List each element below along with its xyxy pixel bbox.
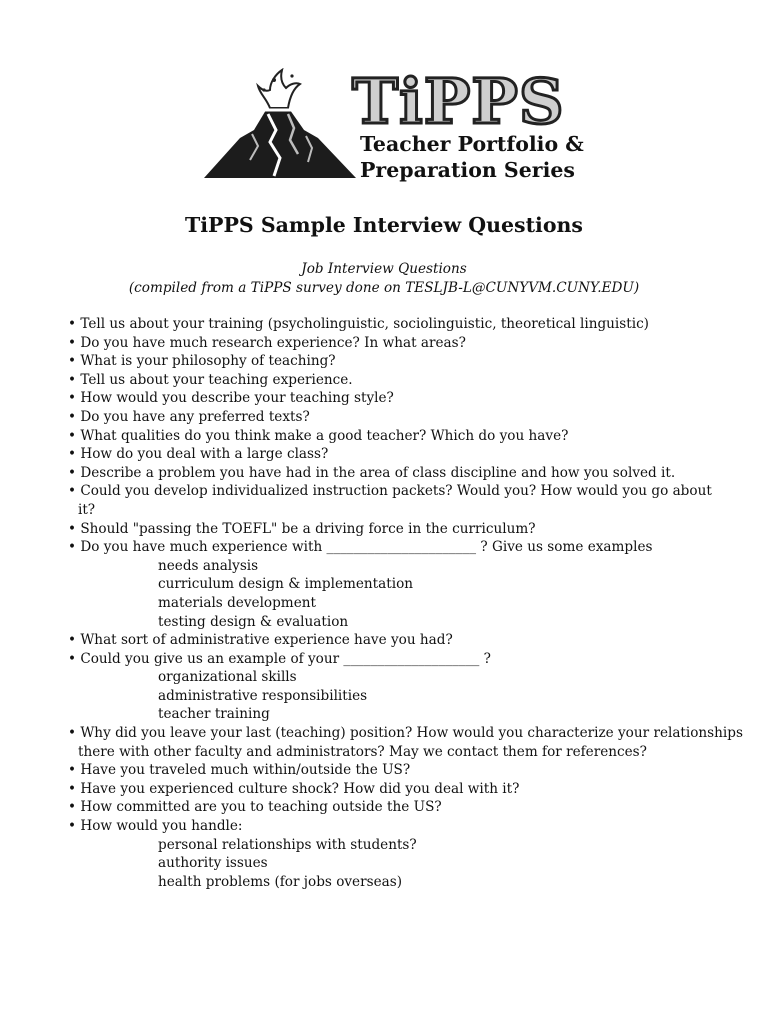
question-continuation: it?	[78, 501, 96, 518]
question-item: • Have you experienced culture shock? How did you deal with it?	[68, 780, 520, 797]
question-item: • How would you handle:	[68, 818, 243, 835]
question-item: • How would you describe your teaching style?	[68, 390, 394, 407]
subtitle-line2: (compiled from a TiPPS survey done on TESLJB-L@CUNYVM.CUNY.EDU)	[128, 279, 640, 296]
question-continuation: there with other faculty and administrators? May we contact them for references?	[78, 743, 647, 760]
question-item: • Tell us about your training (psycholinguistic, sociolinguistic, theoretical linguistic)	[68, 316, 649, 332]
logo-subtitle-line2: Preparation Series	[360, 158, 575, 182]
logo-wordmark: TiPPS	[352, 65, 565, 138]
sub-item: authority issues	[158, 855, 268, 872]
page-title: TiPPS Sample Interview Questions	[185, 213, 583, 237]
sub-item: organizational skills	[158, 669, 297, 686]
question-item: • How do you deal with a large class?	[68, 446, 329, 463]
question-item: • Should "passing the TOEFL" be a driving force in the curriculum?	[68, 520, 536, 537]
sub-item: curriculum design & implementation	[158, 576, 414, 593]
question-item: • Why did you leave your last (teaching) position? How would you characterize your relationships	[68, 725, 743, 742]
sub-item: materials development	[158, 594, 316, 611]
logo-subtitle-line1: Teacher Portfolio &	[360, 132, 584, 156]
sub-item: personal relationships with students?	[158, 836, 417, 853]
question-item: • Could you give us an example of your ____________________ ?	[68, 650, 491, 667]
question-list	[68, 315, 743, 891]
question-item: • How committed are you to teaching outside the US?	[68, 799, 442, 816]
volcano-icon	[200, 68, 360, 186]
question-item: • Have you traveled much within/outside the US?	[68, 762, 411, 779]
sub-item: teacher training	[158, 706, 270, 723]
question-item: • Do you have much research experience? In what areas?	[68, 334, 466, 351]
question-item: • What qualities do you think make a good teacher? Which do you have?	[68, 427, 569, 444]
sub-item: administrative responsibilities	[158, 687, 368, 704]
tipps-logo	[200, 65, 610, 188]
sub-item: needs analysis	[158, 557, 259, 574]
question-item: • Could you develop individualized instruction packets? Would you? How would you go about	[68, 483, 712, 500]
question-item: • Do you have any preferred texts?	[68, 408, 310, 425]
question-item: • Do you have much experience with ______________________ ? Give us some examples	[68, 539, 653, 556]
question-item: • What sort of administrative experience have you had?	[68, 632, 453, 649]
sub-item: testing design & evaluation	[158, 613, 349, 630]
question-item: • Describe a problem you have had in the area of class discipline and how you solved it.	[68, 464, 676, 481]
subtitle-line1: Job Interview Questions	[301, 261, 467, 277]
question-item: • What is your philosophy of teaching?	[68, 353, 336, 370]
sub-item: health problems (for jobs overseas)	[158, 873, 403, 890]
question-item: • Tell us about your teaching experience.	[68, 371, 353, 388]
